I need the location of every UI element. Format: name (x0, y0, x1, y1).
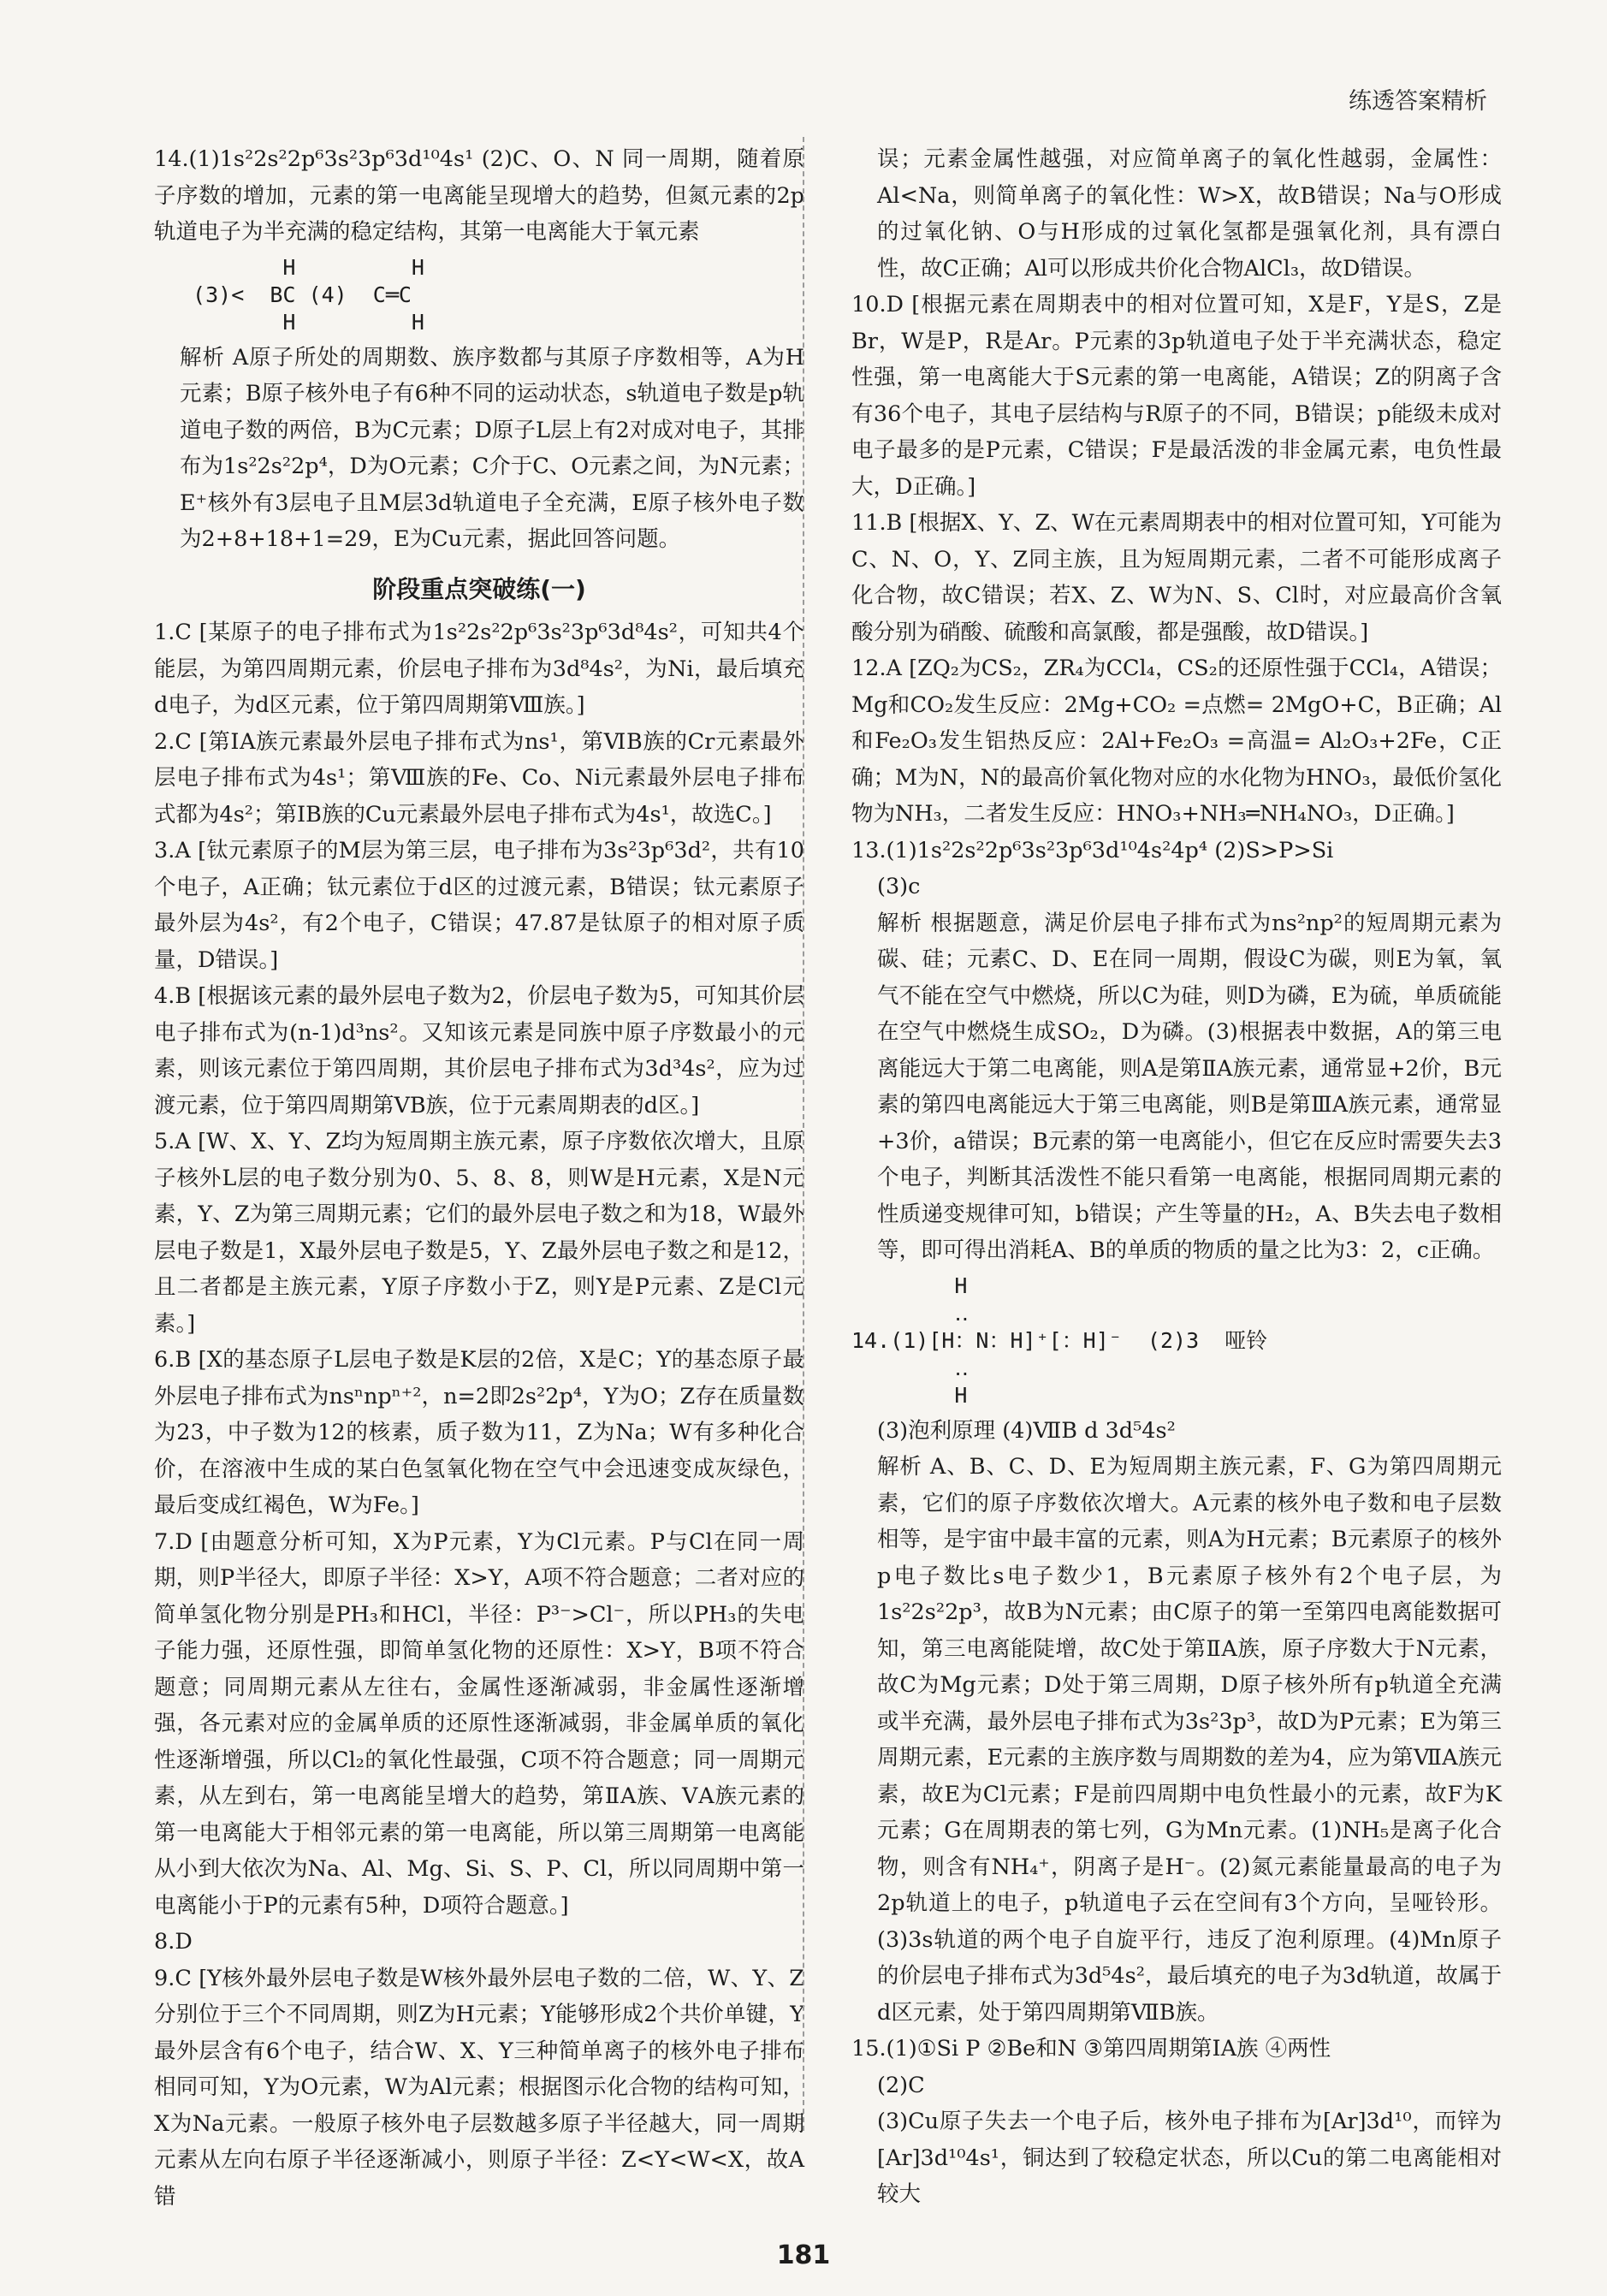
answer-item: 6.B [X的基态原子L层电子数是K层的2倍，X是C；Y的基态原子最外层电子排布式为nsⁿnpⁿ⁺²，n=2即2s²2p⁴，Y为O；Z存在质量数为23，中子数为12的核素，质子数为11，Z为Na；W有多种化合价，在溶液中生成的某白色氢氧化物在空气中会迅速变成灰绿色，最后变成红褐色，W为Fe。] (154, 1347, 804, 1518)
left-column (154, 141, 804, 2215)
column-divider (803, 137, 804, 2131)
answer-item: 11.B [根据X、Y、Z、W在元素周期表中的相对位置可知，Y可能为C、N、O，Y、Z同主族，且为短周期元素，二者不可能形成离子化合物，故C错误；若X、Z、W为N、S、Cl时，对应最高价含氧酸分别为硝酸、硫酸和高氯酸，都是强酸，故D错误。] (851, 510, 1502, 645)
page-number: 181 (776, 2240, 831, 2270)
answer-item: 13.(1)1s²2s²2p⁶3s²3p⁶3d¹⁰4s²4p⁴ (2)S>P>Si (851, 837, 1334, 863)
answer-item: 2.C [第ⅠA族元素最外层电子排布式为ns¹，第ⅥB族的Cr元素最外层电子排布式为4s¹；第Ⅷ族的Fe、Co、Ni元素最外层电子排布式都为4s²；第ⅠB族的Cu元素最外层电子排布式为4s¹，故选C。] (154, 728, 804, 828)
q13-analysis: 解析 根据题意，满足价层电子排布式为ns²np²的短周期元素为碳、硅；元素C、D、E在同一周期，假设C为碳，则E为氧，氧气不能在空气中燃烧，所以C为硅，则D为磷，E为硫，单质硫能在空气中燃烧生成SO₂，D为磷。(3)根据表中数据，A的第三电离能远大于第二电离能，则A是第ⅡA族元素，通常显+2价，B元素的第四电离能远大于第三电离能，则B是第ⅢA族元素，通常显+3价，a错误；B元素的第一电离能小，但它在反应时需要失去3个电子，判断其活泼性不能只看第一电离能，根据同周期元素的性质递变规律可知，b错误；产生等量的H₂，A、B失去电子数相等，即可得出消耗A、B的单质的物质的量之比为3：2，c正确。 (877, 910, 1502, 1263)
q15-part3: (3)Cu原子失去一个电子后，核外电子排布为[Ar]3d¹⁰，而锌为[Ar]3d¹⁰4s¹，铜达到了较稳定状态，所以Cu的第二电离能相对较大 (877, 2109, 1502, 2207)
answer-item: 8.D (154, 1929, 193, 1955)
header-label: 练透答案精析 (1349, 88, 1487, 115)
q14-analysis-right: 解析 A、B、C、D、E为短周期主族元素，F、G为第四周期元素，它们的原子序数依次增大。A元素的核外电子数和电子层数相等，是宇宙中最丰富的元素，则A为H元素；B元素原子的核外p电子数比s电子数少1，B元素原子核外有2个电子层，为1s²2s²2p³，故B为N元素；由C原子的第一至第四电离能数据可知，第三电离能陡增，故C处于第ⅡA族，原子序数大于N元素，故C为Mg元素；D处于第三周期，D原子核外所有p轨道全充满或半充满，最外层电子排布式为3s²3p³，故D为P元素；E为第三周期元素，E元素的主族序数与周期数的差为4，应为第ⅦA族元素，故E为Cl元素；F是前四周期中电负性最小的元素，故F为K元素；G在周期表的第七列，G为Mn元素。(1)NH₅是离子化合物，则含有NH₄⁺，阴离子是H⁻。(2)氮元素能量最高的电子为2p轨道上的电子，p轨道电子云在空间有3个方向，呈哑铃形。(3)3s轨道的两个电子自旋平行，违反了泡利原理。(4)Mn原子的价层电子排布式为3d⁵4s²，最后填充的电子为3d轨道，故属于d区元素，处于第四周期第ⅦB族。 (877, 1454, 1502, 2026)
answer-item: 1.C [某原子的电子排布式为1s²2s²2p⁶3s²3p⁶3d⁸4s²，可知共4个能层，为第四周期元素，价层电子排布为3d⁸4s²，为Ni，最后填充d电子，为d区元素，位于第四周期第Ⅷ族。] (154, 620, 804, 718)
q14-answer: 14.(1)1s²2s²2p⁶3s²3p⁶3d¹⁰4s¹ (2)C、O、N 同一周期，随着原子序数的增加，元素的第一电离能呈现增大的趋势，但氮元素的2p轨道电子为半充满的稳定结构，其第一电离能大于氧元素 (154, 146, 804, 245)
section-title: 阶段重点突破练(一) (372, 574, 586, 603)
answer-item: 10.D [根据元素在周期表中的相对位置可知，X是F，Y是S，Z是Br，W是P，R是Ar。P元素的3p轨道电子处于半充满状态，稳定性强，第一电离能大于S元素的第一电离能，A错误；Z的阴离子含有36个电子，其电子层结构与R原子的不同，B错误；p能级未成对电子最多的是P元素，C错误；F是最活泼的非金属元素，电负性最大，D正确。] (851, 292, 1502, 500)
answer-item: (3)c (877, 874, 921, 899)
answer-item: 误；元素金属性越强，对应简单离子的氧化性越弱，金属性：Al<Na，则简单离子的氧化性：W>X，故B错误；Na与O形成的过氧化钠、O与H形成的过氧化氢都是强氧化剂，具有漂白性，故C正确；Al可以形成共价化合物AlCl₃，故D错误。 (877, 146, 1502, 282)
answer-item: 3.A [钛元素原子的M层为第三层，电子排布为3s²3p⁶3d²，共有10个电子，A正确；钛元素位于d区的过渡元素，B错误；钛元素原子最外层为4s²，有2个电子，C错误；47.87是钛原子的相对原子质量，D错误。] (154, 838, 804, 973)
q15-part1: 15.(1)①Si P ②Be和N ③第四周期第ⅠA族 ④两性 (851, 2036, 1331, 2062)
answer-item: 4.B [根据该元素的最外层电子数为2，价层电子数为5，可知其价层电子排布式为(n-1)d³ns²。又知该元素是同族中原子序数最小的元素，则该元素位于第四周期，其价层电子排布式为3d³4s²，应为过渡元素，位于第四周期第ⅤB族，位于元素周期表的d区。] (154, 983, 804, 1118)
ammonium-hydride-structure: H ‥ 14.(1)[H：N：H]⁺[：H]⁻ (2)3 哑铃 ‥ H (851, 1273, 1268, 1408)
q14-analysis: 解析 A原子所处的周期数、族序数都与其原子序数相等，A为H元素；B原子核外电子有6种不同的运动状态，s轨道电子数是p轨道电子数的两倍，B为C元素；D原子L层上有2对成对电子，其排布为1s²2s²2p⁴，D为O元素；C介于C、O元素之间，为N元素；E⁺核外有3层电子且M层3d轨道电子全充满，E原子核外电子数为2+8+18+1=29，E为Cu元素，据此回答问题。 (180, 344, 804, 552)
answer-item: 12.A [ZQ₂为CS₂，ZR₄为CCl₄，CS₂的还原性强于CCl₄，A错误；Mg和CO₂发生反应：2Mg+CO₂ =点燃= 2MgO+C，B正确；Al和Fe₂O₃发生铝热反应：2Al+Fe₂O₃ =高温= Al₂O₃+2Fe，C正确；M为N，N的最高价氧化物对应的水化物为HNO₃，最低价氢化物为NH₃，二者发生反应：HNO₃+NH₃═NH₄NO₃，D正确。] (851, 656, 1502, 827)
ethylene-structure: H H (3)< BC (4) C═C H H (193, 254, 424, 335)
q15-part2: (2)C (877, 2072, 925, 2098)
right-column (851, 141, 1502, 2213)
q14-line2: (3)泡利原理 (4)ⅦB d 3d⁵4s² (877, 1417, 1176, 1444)
answer-item: 7.D [由题意分析可知，X为P元素，Y为Cl元素。P与Cl在同一周期，则P半径大，即原子半径：X>Y，A项不符合题意；二者对应的简单氢化物分别是PH₃和HCl，半径：P³⁻>Cl⁻，所以PH₃的失电子能力强，还原性强，即简单氢化物的还原性：X>Y，B项不符合题意；同周期元素从左往右，金属性逐渐减弱，非金属性逐渐增强，各元素对应的金属单质的还原性逐渐减弱，非金属单质的氧化性逐渐增强，所以Cl₂的氧化性最强，C项不符合题意；同一周期元素，从左到右，第一电离能呈增大的趋势，第ⅡA族、ⅤA族元素的第一电离能大于相邻元素的第一电离能，所以第三周期第一电离能从小到大依次为Na、Al、Mg、Si、S、P、Cl，所以同周期中第一电离能小于P的元素有5种，D项符合题意。] (154, 1528, 804, 1919)
answer-item: 5.A [W、X、Y、Z均为短周期主族元素，原子序数依次增大，且原子核外L层的电子数分别为0、5、8、8，则W是H元素，X是N元素，Y、Z为第三周期元素；它们的最外层电子数之和为18，W最外层电子数是1，X最外层电子数是5，Y、Z最外层电子数之和是12，且二者都是主族元素，Y原子序数小于Z，则Y是P元素、Z是Cl元素。] (154, 1129, 804, 1337)
answer-item: 9.C [Y核外最外层电子数是W核外最外层电子数的二倍，W、Y、Z分别位于三个不同周期，则Z为H元素；Y能够形成2个共价单键，Y最外层含有6个电子，结合W、X、Y三种简单离子的核外电子排布相同可知，Y为O元素，W为Al元素；根据图示化合物的结构可知，X为Na元素。一般原子核外电子层数越多原子半径越大，同一周期元素从左向右原子半径逐渐减小，则原子半径：Z<Y<W<X，故A错 (154, 1965, 804, 2210)
